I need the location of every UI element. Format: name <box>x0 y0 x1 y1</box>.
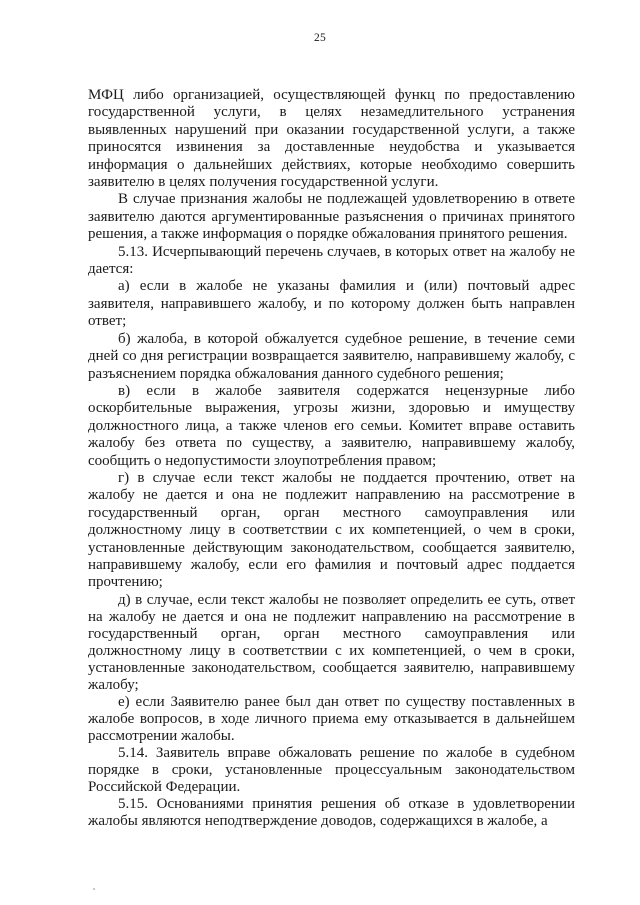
paragraph-5-15: 5.15. Основаниями принятия решения об отказе в удовлетворении жалобы являются неподтверждение доводов, содержащихся в жалобе, а <box>88 795 575 829</box>
paragraph-continuation: МФЦ либо организацией, осуществляющей функц по предоставлению государственной услуги, в целях незамедлительного устранения выявленных нарушений при оказании государственной услуги, а также приносятся извинения за доставленные неудобства и указывается информация о дальнейших действиях, которые необходимо совершить заявителю в целях получения государственной услуги. <box>88 87 575 191</box>
paragraph-5-13-g: г) в случае если текст жалобы не поддается прочтению, ответ на жалобу не дается и она не подлежит направлению на рассмотрение в государственный орган, орган местного самоуправления или должностному лицу в соответствии с их компетенцией, о чем в сроки, установленные действующим законодательством, сообщается заявителю, направившему жалобу, если его фамилия и почтовый адрес поддается прочтению; <box>88 469 575 591</box>
page-number: 25 <box>313 32 327 44</box>
paragraph-5-13-b: б) жалоба, в которой обжалуется судебное решение, в течение семи дней со дня регистрации возвращается заявителю, направившему жалобу, с разъяснением порядка обжалования данного судебного решения; <box>88 330 575 382</box>
paragraph-5-13-d: д) в случае, если текст жалобы не позволяет определить ее суть, ответ на жалобу не дается и она не подлежит направлению на рассмотрение в государственный орган, орган местного самоуправления или должностному лицу в соответствии с их компетенцией, о чем в сроки, установленные законодательством, сообщается заявителю, направившему жалобу; <box>88 591 575 693</box>
scan-speck <box>93 888 95 890</box>
paragraph-5-13-a: а) если в жалобе не указаны фамилия и (или) почтовый адрес заявителя, направившего жалобу, и по которому должен быть направлен ответ; <box>88 278 575 330</box>
paragraph-5-14: 5.14. Заявитель вправе обжаловать решение по жалобе в судебном порядке в сроки, установленные процессуальным законодательством Российской Федерации. <box>88 744 575 795</box>
paragraph-5-13-v: в) если в жалобе заявителя содержатся нецензурные либо оскорбительные выражения, угрозы жизни, здоровью и имуществу должностного лица, а также членов его семьи. Комитет вправе оставить жалобу без ответа по существу, а заявителю, направившему жалобу, сообщить о недопустимости злоупотребления правом; <box>88 382 575 469</box>
document-body <box>88 87 575 830</box>
paragraph-refusal-explanation: В случае признания жалобы не подлежащей удовлетворению в ответе заявителю даются аргументированные разъяснения о причинах принятого решения, а также информация о порядке обжалования принятого решения. <box>88 191 575 243</box>
paragraph-5-13-heading: 5.13. Исчерпывающий перечень случаев, в которых ответ на жалобу не дается: <box>88 243 575 278</box>
paragraph-5-13-e: е) если Заявителю ранее был дан ответ по существу поставленных в жалобе вопросов, в ходе личного приема ему отказывается в дальнейшем рассмотрении жалобы. <box>88 693 575 744</box>
